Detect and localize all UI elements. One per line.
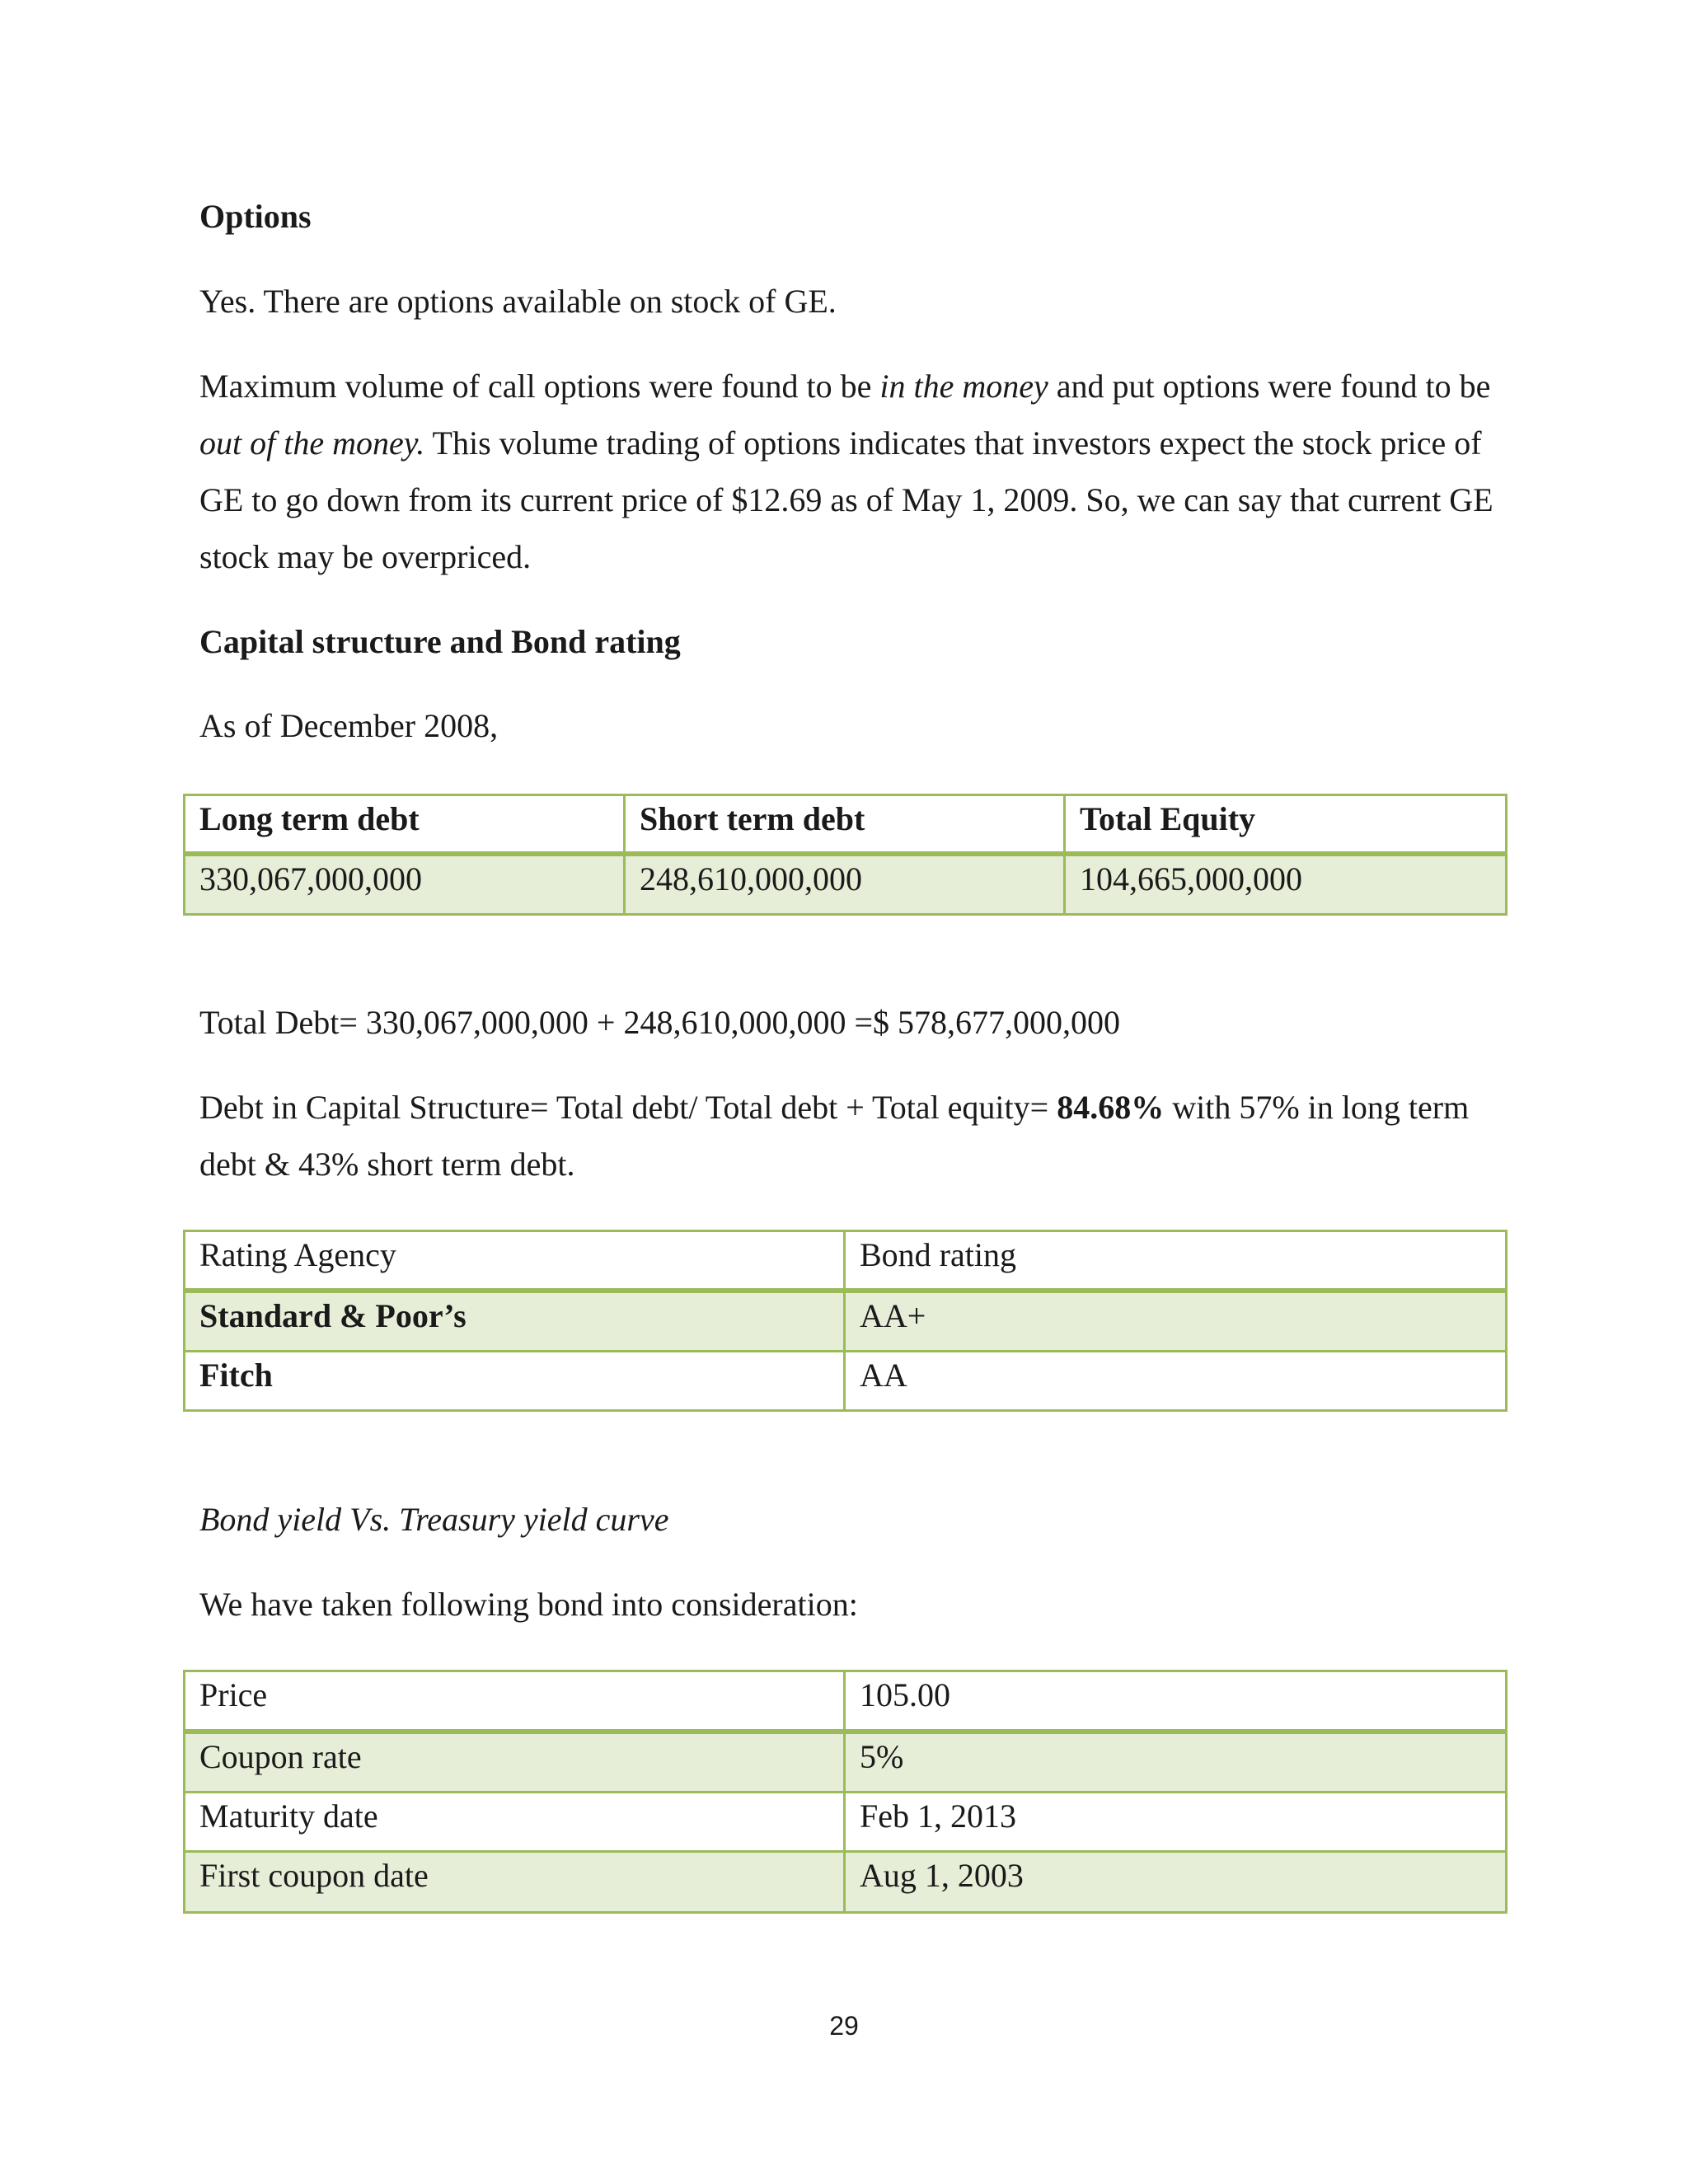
bond-field-value: Feb 1, 2013 [845, 1793, 1507, 1852]
as-of-date: As of December 2008, [199, 707, 499, 744]
table-header-row [185, 1231, 1507, 1291]
bond-field-label: Price [185, 1671, 845, 1732]
table-row [185, 1291, 1507, 1352]
out-of-the-money-term: out of the money. [199, 424, 425, 462]
agency-name: Fitch [185, 1352, 845, 1411]
header-bond-rating: Bond rating [845, 1231, 1507, 1291]
header-short-term-debt: Short term debt [625, 795, 1065, 854]
bond-field-value: 5% [845, 1732, 1507, 1793]
table-row [185, 1671, 1507, 1732]
debt-capital-structure-line: Debt in Capital Structure= Total debt/ Total debt + Total equity= 84.68% with 57% in long term debt & 43% short term debt. [199, 1089, 1470, 1183]
total-equity-value: 104,665,000,000 [1065, 854, 1507, 915]
options-availability: Yes. There are options available on stock of GE. [199, 283, 837, 320]
bond-field-label: First coupon date [185, 1852, 845, 1913]
bond-intro: We have taken following bond into consideration: [199, 1586, 858, 1623]
options-paragraph: Maximum volume of call options were found to be in the money and put options were found to be out of the money. This volume trading of options indicates that investors expect the stock price of GE to go down from its current price of $12.69 as of May 1, 2009. So, we can say that current GE stock may be overpriced. [199, 368, 1493, 575]
bond-rating-table [183, 1230, 1507, 1412]
long-term-debt-value: 330,067,000,000 [185, 854, 625, 915]
capital-heading: Capital structure and Bond rating [199, 623, 681, 660]
header-rating-agency: Rating Agency [185, 1231, 845, 1291]
bond-yield-heading: Bond yield Vs. Treasury yield curve [199, 1501, 669, 1538]
table-row [185, 1793, 1507, 1852]
bond-field-value: Aug 1, 2003 [845, 1852, 1507, 1913]
agency-name: Standard & Poor’s [185, 1291, 845, 1352]
total-debt-line: Total Debt= 330,067,000,000 + 248,610,000,000 =$ 578,677,000,000 [199, 1004, 1121, 1041]
bond-details-table [183, 1670, 1507, 1914]
table-row [185, 1352, 1507, 1411]
in-the-money-term: in the money [879, 368, 1048, 405]
table-row [185, 854, 1507, 915]
capital-structure-table [183, 794, 1507, 916]
bond-field-label: Coupon rate [185, 1732, 845, 1793]
table-row [185, 1852, 1507, 1913]
header-total-equity: Total Equity [1065, 795, 1507, 854]
bond-field-value: 105.00 [845, 1671, 1507, 1732]
rating-value: AA+ [845, 1291, 1507, 1352]
bond-field-label: Maturity date [185, 1793, 845, 1852]
table-header-row [185, 795, 1507, 854]
page-number: 29 [829, 2011, 859, 2041]
rating-value: AA [845, 1352, 1507, 1411]
table-row [185, 1732, 1507, 1793]
debt-percentage: 84.68% [1057, 1089, 1165, 1126]
header-long-term-debt: Long term debt [185, 795, 625, 854]
short-term-debt-value: 248,610,000,000 [625, 854, 1065, 915]
options-heading: Options [199, 198, 312, 235]
